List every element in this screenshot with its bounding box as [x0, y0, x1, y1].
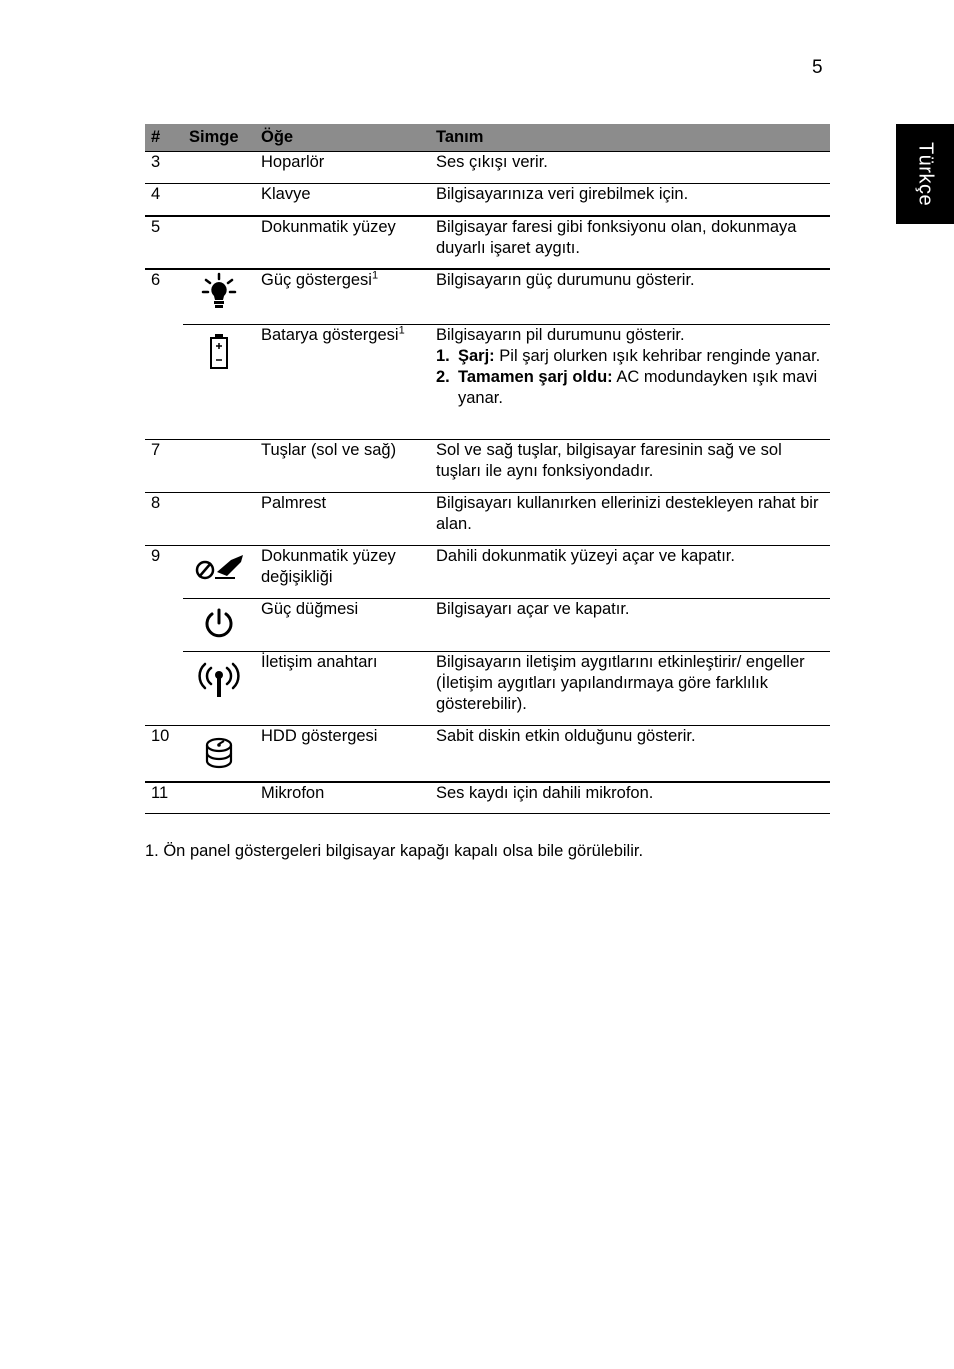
row-icon	[183, 599, 255, 652]
language-tab	[896, 124, 954, 224]
row-number	[145, 652, 183, 726]
power-indicator-icon	[199, 270, 239, 314]
row-number: 4	[145, 184, 183, 216]
row-icon	[183, 325, 255, 440]
table-row	[145, 440, 830, 493]
battery-status-list	[436, 346, 824, 409]
row-item: Batarya göstergesi$^1$	[255, 325, 430, 440]
row-icon	[183, 440, 255, 493]
row-description: Ses kaydı için dahili mikrofon.	[430, 782, 830, 814]
table-row	[145, 599, 830, 652]
row-icon	[183, 152, 255, 184]
header-icon: Simge	[183, 124, 255, 152]
row-description: Bilgisayarın iletişim aygıtlarını etkinleştirir/ engeller (İletişim aygıtları yapılandırmaya göre farklılık gösterebilir).	[430, 652, 830, 726]
row-item: Güç göstergesi$^1$	[255, 269, 430, 325]
row-item: İletişim anahtarı	[255, 652, 430, 726]
footnote: 1. Ön panel göstergeleri bilgisayar kapağı kapalı olsa bile görülebilir.	[145, 842, 644, 860]
row-icon	[183, 493, 255, 546]
table-row	[145, 546, 830, 599]
table-row	[145, 152, 830, 184]
battery-description: Bilgisayarın pil durumunu gösterir.	[436, 326, 685, 344]
row-description: Bilgisayarın güç durumunu gösterir.	[430, 269, 830, 325]
table-row	[145, 184, 830, 216]
language-tab-label: Türkçe	[914, 141, 937, 207]
row-item: Güç düğmesi	[255, 599, 430, 652]
row-icon	[183, 782, 255, 814]
row-description: Sol ve sağ tuşlar, bilgisayar faresinin sağ ve sol tuşları ile aynı fonksiyondadır.	[430, 440, 830, 493]
power-button-icon	[202, 607, 236, 641]
row-description: Bilgisayarı açar ve kapatır.	[430, 599, 830, 652]
table-header-row	[145, 124, 830, 152]
row-icon	[183, 726, 255, 782]
row-description: Sabit diskin etkin olduğunu gösterir.	[430, 726, 830, 782]
wireless-icon	[197, 660, 241, 700]
row-icon	[183, 546, 255, 599]
table-row	[145, 726, 830, 782]
table-row	[145, 782, 830, 814]
table-row	[145, 216, 830, 269]
row-number: 6	[145, 269, 183, 325]
row-description: Ses çıkışı verir.	[436, 153, 548, 171]
row-description: Dahili dokunmatik yüzeyi açar ve kapatır.	[430, 546, 830, 599]
row-item: Mikrofon	[255, 782, 430, 814]
feature-table	[145, 124, 830, 814]
row-description	[430, 325, 830, 440]
row-icon	[183, 216, 255, 269]
row-number	[145, 325, 183, 440]
row-item: Palmrest	[255, 493, 430, 546]
row-number: 11	[145, 782, 183, 814]
header-number: #	[145, 124, 183, 152]
table-row	[145, 325, 830, 440]
row-number: 3	[151, 153, 161, 171]
list-item: 2. Tamamen şarj oldu: AC modundayken ışık mavi yanar.	[436, 368, 818, 407]
row-item: Hoparlör	[261, 153, 325, 171]
header-item: Öğe	[255, 124, 430, 152]
row-number: 9	[145, 546, 183, 599]
row-description: Bilgisayarınıza veri girebilmek için.	[430, 184, 830, 216]
row-icon	[183, 184, 255, 216]
row-item: Klavye	[255, 184, 430, 216]
row-number: 7	[145, 440, 183, 493]
table-row	[145, 269, 830, 325]
row-number	[145, 599, 183, 652]
row-icon	[183, 652, 255, 726]
row-item: Dokunmatik yüzey değişikliği	[255, 546, 430, 599]
row-description: Bilgisayar faresi gibi fonksiyonu olan, dokunmaya duyarlı işaret aygıtı.	[430, 216, 830, 269]
list-item: 1. Şarj: Pil şarj olurken ışık kehribar renginde yanar.	[436, 347, 821, 365]
header-description: Tanım	[430, 124, 830, 152]
row-item: Tuşlar (sol ve sağ)	[255, 440, 430, 493]
row-item: Dokunmatik yüzey	[255, 216, 430, 269]
battery-icon	[207, 333, 231, 371]
row-item: HDD göstergesi	[255, 726, 430, 782]
page-number: 5	[812, 57, 823, 78]
touchpad-toggle-icon	[191, 552, 247, 584]
table-row	[145, 493, 830, 546]
row-number: 8	[145, 493, 183, 546]
row-number: 10	[145, 726, 183, 782]
row-number: 5	[145, 216, 183, 269]
table-row	[145, 652, 830, 726]
row-description: Bilgisayarı kullanırken ellerinizi destekleyen rahat bir alan.	[430, 493, 830, 546]
hdd-icon	[203, 736, 235, 770]
row-icon	[183, 269, 255, 325]
